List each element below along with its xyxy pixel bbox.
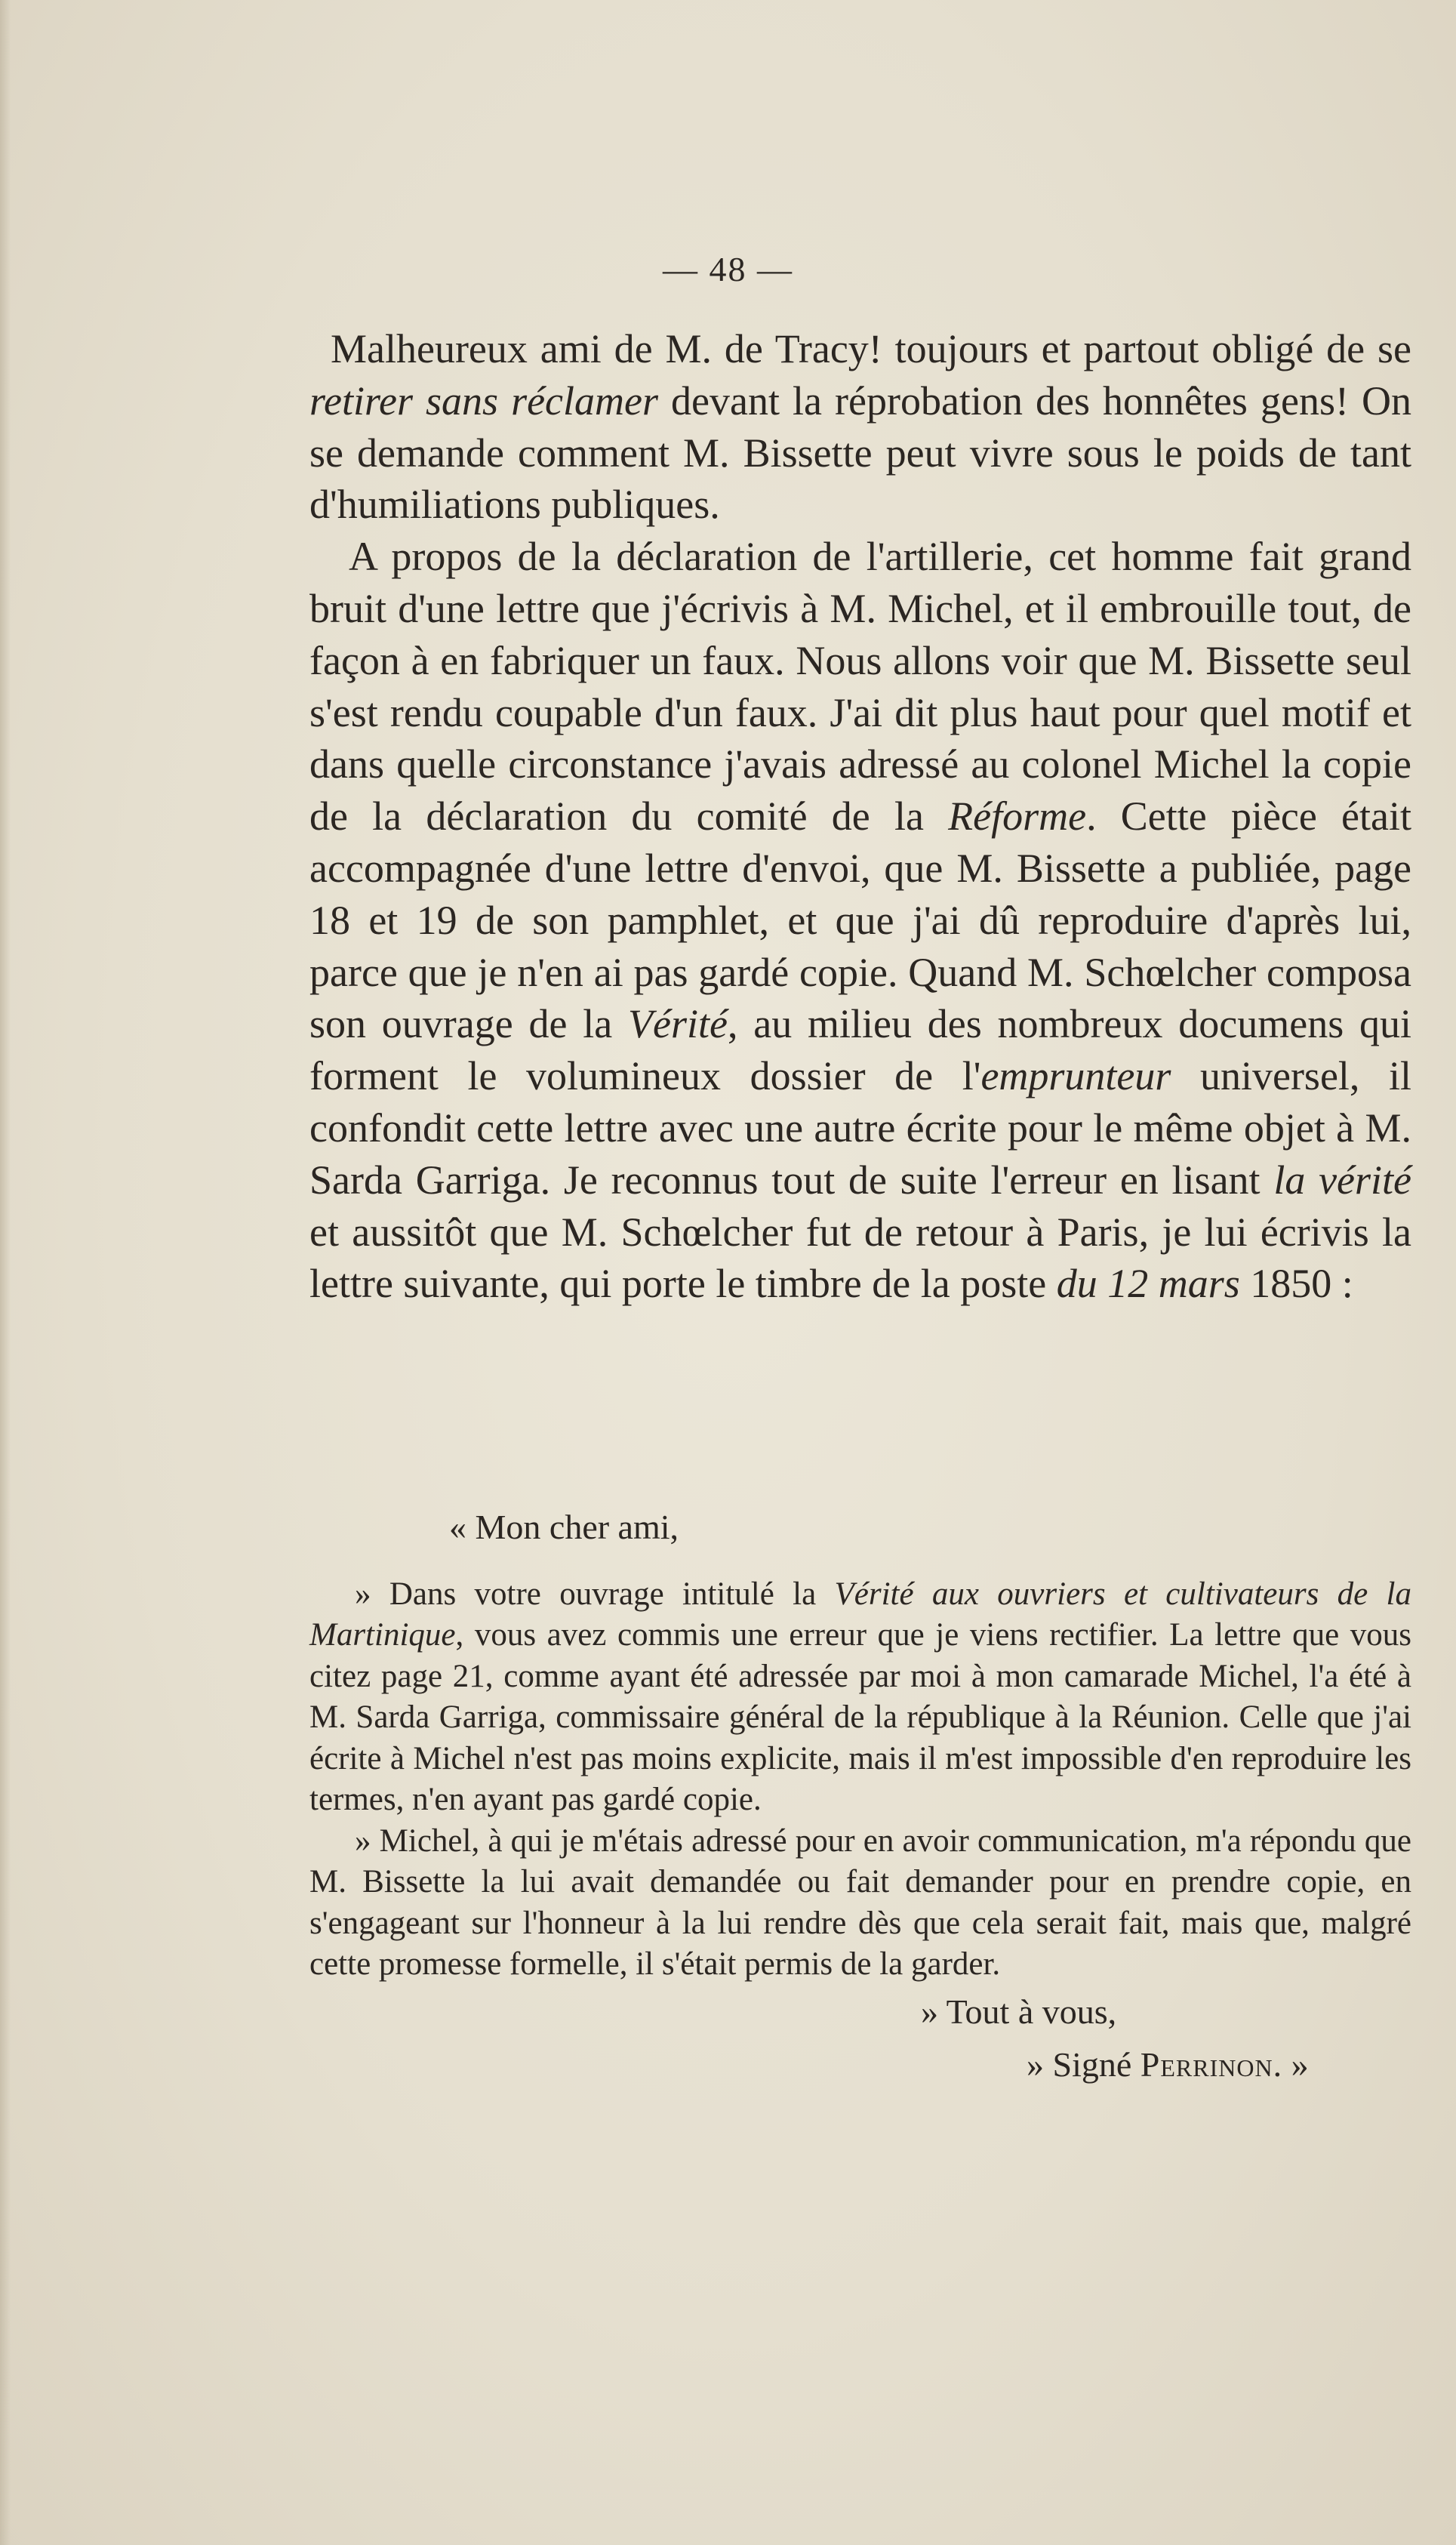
paragraph-2 xyxy=(309,531,1411,1310)
main-text xyxy=(309,323,1411,1310)
page-number: — 48 — xyxy=(663,250,793,288)
page-edge-shadow xyxy=(0,0,11,2545)
italic-run: Vérité aux ouvriers et cultivateurs de la Martinique xyxy=(309,1576,1411,1653)
text-run: 1850 : xyxy=(1239,1261,1353,1307)
letter-paragraph-1 xyxy=(309,1574,1411,1821)
italic-run: retirer sans réclamer xyxy=(309,377,659,424)
text-run: » Dans votre ouvrage intitulé la xyxy=(355,1576,835,1612)
text-run: , au milieu des nombreux documens qui forment le volumineux dossier de l' xyxy=(309,1001,1412,1099)
italic-run: du 12 mars xyxy=(1056,1261,1240,1307)
letter-salutation: « Mon cher ami, xyxy=(449,1508,679,1546)
italic-run: emprunteur xyxy=(980,1053,1171,1099)
text-run: A propos de la déclaration de l'artillerie, cet homme fait grand bruit d'une lettre que j'écrivis à M. Michel, et il embrouille tout, de façon à en fabriquer un faux. Nous allons voir que M. Bissette seul s'est rendu coupable d'un faux. J'ai dit plus haut pour quel motif et dans quelle circonstance j'avais adressé au colonel Michel la copie de la déclaration du comité de la xyxy=(309,534,1411,840)
text-run: et aussitôt que M. Schœlcher fut de retour à Paris, je lui écrivis la lettre suivante, qui porte le timbre de la poste xyxy=(309,1209,1411,1307)
paragraph-1 xyxy=(309,323,1411,531)
quoted-letter xyxy=(309,1507,1411,2091)
italic-run: Réforme xyxy=(948,793,1087,840)
text-run: universel, il confondit cette lettre avec une autre écrite pour le même objet à M. Sarda Garriga. Je reconnus tout de suite l'erreur en lisant xyxy=(309,1053,1411,1203)
signature-name: Perrinon. xyxy=(1140,2044,1283,2084)
text-run: , vous avez commis une erreur que je viens rectifier. La lettre que vous citez page 21, comme ayant été adressée par moi à mon camarade Michel, l'a été à M. Sarda Garriga, commissaire général de la république à la Réunion. Celle que j'ai écrite à Michel n'est pas moins explicite, mais il m'est impossible d'en reproduire les termes, n'en ayant pas gardé copie. xyxy=(309,1617,1411,1817)
text-run: . Cette pièce était accompagnée d'une lettre d'envoi, que M. Bissette a publiée, page 18 et 19 de son pamphlet, et que j'ai dû reproduire d'après lui, parce que je n'en ai pas gardé copie. Quand M. Schœlcher composa son ouvrage de la xyxy=(309,793,1412,1047)
signature-prefix: » Signé xyxy=(1027,2044,1140,2084)
letter-paragraph-2: » Michel, à qui je m'étais adressé pour en avoir communication, m'a répondu que M. Bissette la lui avait demandée ou fait demander pour en prendre copie, en s'engageant sur l'honneur à la lui rendre dès que cela serait fait, mais que, malgré cette promesse formelle, il s'était permis de la garder. xyxy=(309,1822,1411,1982)
signature-suffix: » xyxy=(1282,2044,1309,2084)
italic-run: Vérité xyxy=(628,1001,728,1047)
italic-run: la vérité xyxy=(1273,1157,1411,1203)
letter-closing: » Tout à vous, xyxy=(921,1992,1117,2031)
letter-signature xyxy=(309,2038,1411,2091)
text-run: Malheureux ami de M. de Tracy! toujours et partout obligé de se xyxy=(331,326,1411,371)
text-run: devant la réprobation des honnêtes gens! On se demande comment M. Bissette peut vivre sous le poids de tant d'humiliations publiques. xyxy=(309,377,1411,528)
